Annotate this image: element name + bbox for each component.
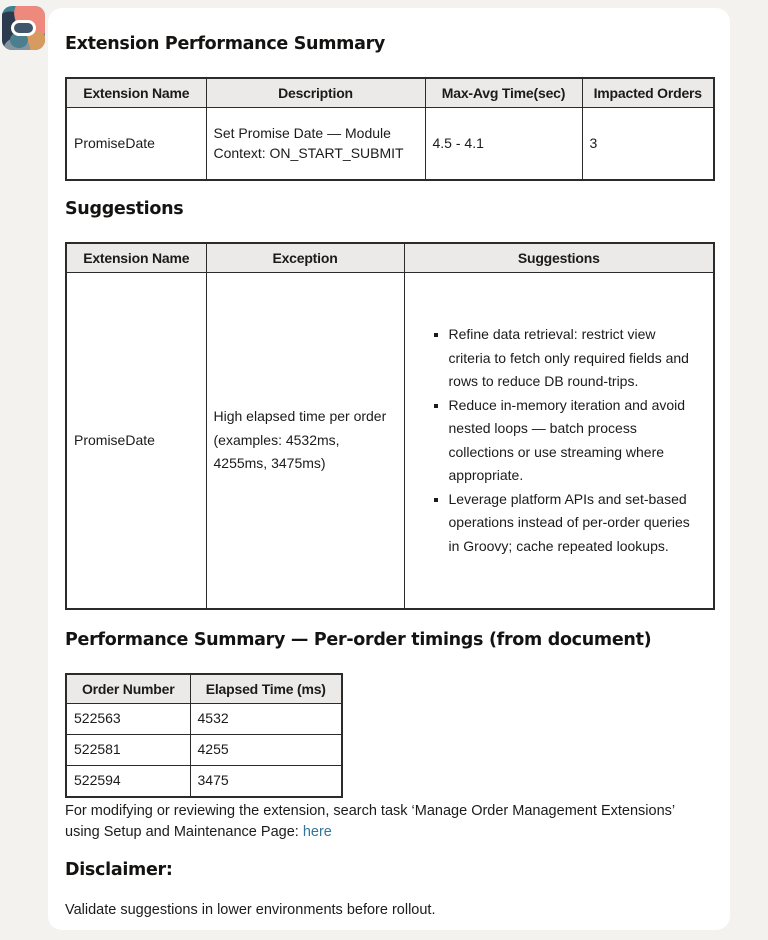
timings-cell-elapsed: 3475 bbox=[190, 766, 342, 797]
suggestions-row bbox=[66, 273, 714, 609]
note-body: For modifying or reviewing the extension, search task ‘Manage Order Management Extensions’ using Setup and Maintenance Page: bbox=[65, 802, 675, 840]
summary-col-extension-name: Extension Name bbox=[66, 78, 206, 108]
heading-disclaimer: Disclaimer: bbox=[65, 859, 173, 880]
summary-cell-orders: 3 bbox=[582, 108, 714, 180]
timings-col-order-number: Order Number bbox=[66, 674, 190, 704]
summary-col-impacted-orders: Impacted Orders bbox=[582, 78, 714, 108]
summary-cell-description: Set Promise Date — Module Context: ON_START_SUBMIT bbox=[206, 108, 425, 180]
heading-suggestions: Suggestions bbox=[65, 198, 184, 219]
suggestions-cell-list bbox=[404, 273, 714, 609]
summary-header-row bbox=[66, 78, 714, 108]
note-text bbox=[65, 801, 685, 843]
summary-table bbox=[65, 77, 715, 181]
timings-row bbox=[66, 766, 342, 797]
disclaimer-text: Validate suggestions in lower environments before rollout. bbox=[65, 901, 436, 918]
timings-cell-elapsed: 4255 bbox=[190, 735, 342, 766]
suggestions-col-suggestions: Suggestions bbox=[404, 243, 714, 273]
summary-col-max-avg-time: Max-Avg Time(sec) bbox=[425, 78, 582, 108]
suggestions-table bbox=[65, 242, 715, 610]
summary-cell-extension: PromiseDate bbox=[66, 108, 206, 180]
suggestions-header-row bbox=[66, 243, 714, 273]
suggestions-cell-extension: PromiseDate bbox=[66, 273, 206, 609]
suggestion-item: ▪ Refine data retrieval: restrict view criteria to fetch only required fields and rows to reduce DB round-trips. bbox=[449, 323, 701, 394]
heading-extension-performance-summary: Extension Performance Summary bbox=[65, 34, 386, 54]
timings-col-elapsed-time: Elapsed Time (ms) bbox=[190, 674, 342, 704]
heading-per-order-timings: Performance Summary — Per-order timings (from document) bbox=[65, 629, 652, 650]
summary-col-description: Description bbox=[206, 78, 425, 108]
suggestions-cell-exception: High elapsed time per order (examples: 4532ms, 4255ms, 3475ms) bbox=[206, 273, 404, 609]
timings-cell-order: 522594 bbox=[66, 766, 190, 797]
assistant-avatar bbox=[2, 6, 45, 50]
suggestion-item: ▪ Reduce in-memory iteration and avoid nested loops — batch process collections or use streaming where appropriate. bbox=[449, 394, 701, 488]
timings-row bbox=[66, 704, 342, 735]
timings-cell-elapsed: 4532 bbox=[190, 704, 342, 735]
oracle-logo-icon bbox=[11, 20, 36, 36]
suggestion-item: ▪ Leverage platform APIs and set-based operations instead of per-order queries in Groovy; cache repeated lookups. bbox=[449, 488, 701, 559]
suggestions-col-exception: Exception bbox=[206, 243, 404, 273]
timings-cell-order: 522581 bbox=[66, 735, 190, 766]
timings-row bbox=[66, 735, 342, 766]
timings-cell-order: 522563 bbox=[66, 704, 190, 735]
suggestions-col-extension-name: Extension Name bbox=[66, 243, 206, 273]
suggestions-list bbox=[412, 321, 707, 560]
message-card bbox=[48, 8, 730, 930]
timings-header-row bbox=[66, 674, 342, 704]
timings-table bbox=[65, 673, 343, 798]
summary-row bbox=[66, 108, 714, 180]
summary-cell-time: 4.5 - 4.1 bbox=[425, 108, 582, 180]
here-link[interactable]: here bbox=[302, 823, 332, 840]
